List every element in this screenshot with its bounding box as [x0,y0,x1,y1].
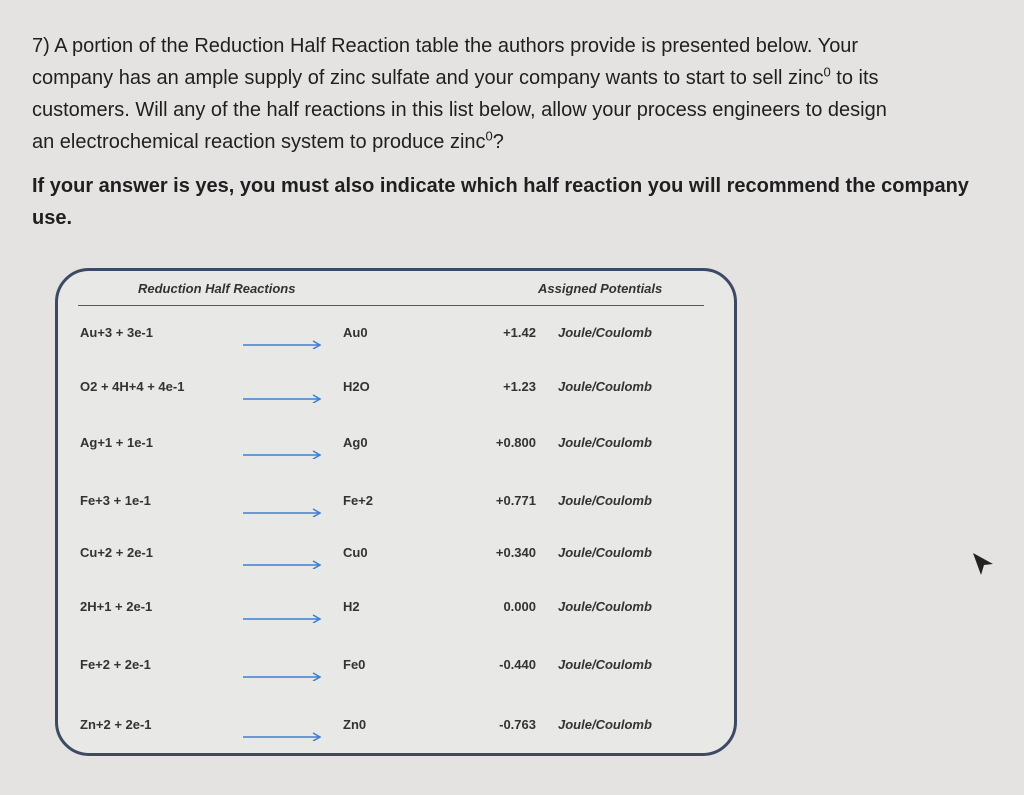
header-divider [78,305,704,306]
table-row: O2 + 4H+4 + 4e-1 H2O +1.23 Joule/Coulomb [58,379,734,419]
arrow-icon [243,447,323,459]
arrow-icon [243,729,323,741]
table-row: Au+3 + 3e-1 Au0 +1.42 Joule/Coulomb [58,325,734,365]
table-row: Ag+1 + 1e-1 Ag0 +0.800 Joule/Coulomb [58,435,734,475]
question-line-1: 7) A portion of the Reduction Half Reaction table the authors provide is presented below. Your [32,35,859,57]
table-row: Fe+2 + 2e-1 Fe0 -0.440 Joule/Coulomb [58,657,734,697]
instruction-line-1: If your answer is yes, you must also indicate which half reaction you will recommend the company [32,175,969,197]
header-assigned-potentials: Assigned Potentials [538,281,663,296]
arrow-icon [243,557,323,569]
arrow-icon [243,669,323,681]
reduction-table [55,268,737,756]
table-row: Zn+2 + 2e-1 Zn0 -0.763 Joule/Coulomb [58,717,734,757]
arrow-icon [243,505,323,517]
header-reduction-half-reactions: Reduction Half Reactions [138,281,296,296]
question-line-3: customers. Will any of the half reactions in this list below, allow your process engineers to design [32,99,887,121]
table-row: Cu+2 + 2e-1 Cu0 +0.340 Joule/Coulomb [58,545,734,585]
arrow-icon [243,611,323,623]
question-line-4: an electrochemical reaction system to produce zinc$^0$? [32,128,504,153]
arrow-icon [243,391,323,403]
question-line-2: company has an ample supply of zinc sulfate and your company wants to start to sell zinc$^0$ to its [32,64,879,89]
table-row: Fe+3 + 1e-1 Fe+2 +0.771 Joule/Coulomb [58,493,734,533]
mouse-pointer-icon [972,552,994,576]
arrow-icon [243,337,323,349]
table-row: 2H+1 + 2e-1 H2 0.000 Joule/Coulomb [58,599,734,639]
instruction-line-2: use. [32,207,73,229]
question-text [32,30,1007,234]
